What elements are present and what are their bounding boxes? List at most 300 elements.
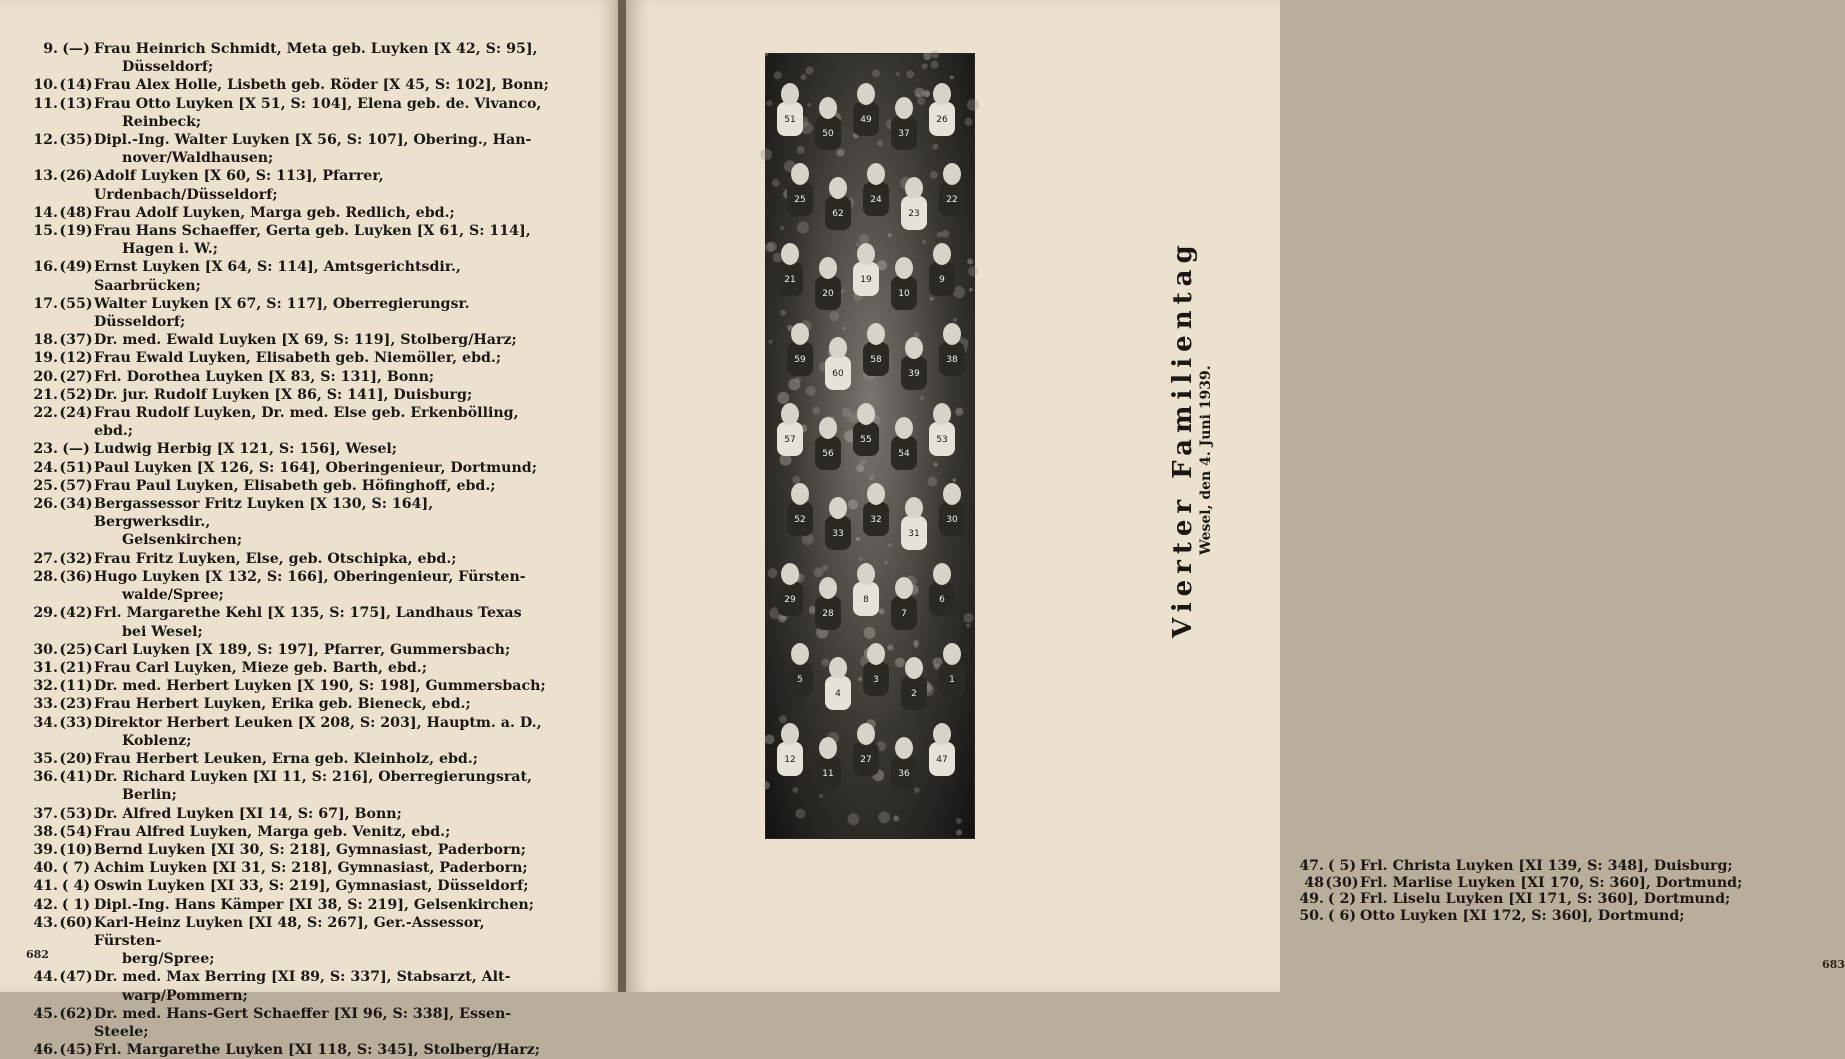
- register-entry: [20, 495, 550, 550]
- entry-photo-ref: (11): [59, 678, 93, 695]
- entry-text: Ludwig Herbig [X 121, S: 156], Wesel;: [94, 441, 397, 458]
- photo-person: [939, 163, 965, 216]
- entry-number: 13.: [33, 168, 58, 185]
- photo-person: [815, 97, 841, 150]
- entry-text: Carl Luyken [X 189, S: 197], Pfarrer, Gummersbach;: [94, 641, 511, 658]
- entry-number: 25.: [33, 477, 58, 494]
- person-face: [829, 657, 847, 679]
- register-entry: [20, 222, 550, 258]
- entry-text: Hugo Luyken [X 132, S: 166], Oberingenieur, Fürsten-: [94, 568, 526, 585]
- photo-person: [815, 257, 841, 310]
- photo-person: [825, 177, 851, 230]
- person-face: [791, 643, 809, 665]
- person-number-label: 50: [822, 129, 834, 139]
- entry-text: Dr. med. Herbert Luyken [X 190, S: 198], Gummersbach;: [94, 678, 546, 695]
- entry-number: 12.: [33, 132, 58, 149]
- photo-person: [929, 723, 955, 776]
- entry-text-wrap: [94, 204, 550, 222]
- entry-text-wrap: [94, 550, 550, 568]
- entry-text: Frau Adolf Luyken, Marga geb. Redlich, ebd.;: [94, 204, 455, 221]
- entry-text-wrap: [94, 695, 550, 713]
- foliage-speck: [806, 67, 814, 75]
- page-number-right: 683: [1822, 958, 1845, 971]
- entry-text-wrap: [94, 805, 550, 823]
- foliage-speck: [813, 567, 823, 577]
- entry-number: 15.: [33, 223, 58, 240]
- entry-number: 18.: [33, 332, 58, 349]
- entry-text: Oswin Luyken [XI 33, S: 219], Gymnasiast, Düsseldorf;: [94, 878, 529, 895]
- foliage-speck: [968, 266, 978, 276]
- person-number-label: 37: [898, 129, 910, 139]
- foliage-speck: [797, 221, 809, 233]
- entry-text-wrap: [94, 768, 550, 804]
- foliage-speck: [953, 318, 957, 322]
- foliage-speck: [930, 297, 934, 301]
- foliage-speck: [856, 242, 860, 246]
- photo-person: [929, 243, 955, 296]
- register-entry: [20, 368, 550, 386]
- person-face: [829, 177, 847, 199]
- foliage-speck: [772, 179, 780, 187]
- entry-text: Frau Paul Luyken, Elisabeth geb. Höfinghoff, ebd.;: [94, 477, 496, 494]
- person-number-label: 60: [832, 369, 844, 379]
- entry-number: 39.: [33, 841, 58, 858]
- entry-text-wrap: [94, 859, 550, 877]
- entry-number: 33.: [33, 696, 58, 713]
- register-entry: [20, 604, 550, 640]
- entry-text: Bernd Luyken [XI 30, S: 218], Gymnasiast, Paderborn;: [94, 841, 527, 858]
- entry-text: Dipl.-Ing. Hans Kämper [XI 38, S: 219], Gelsenkirchen;: [94, 896, 534, 913]
- photo-person: [901, 337, 927, 390]
- register-entry: [20, 1041, 550, 1059]
- person-number-label: 1: [949, 675, 955, 685]
- register-entry: [20, 914, 550, 969]
- entry-text: Frau Hans Schaeffer, Gerta geb. Luyken [X 61, S: 114],: [94, 223, 531, 240]
- foliage-speck: [922, 240, 926, 244]
- foliage-speck: [879, 609, 885, 615]
- foliage-speck: [819, 794, 823, 798]
- foliage-speck: [906, 70, 914, 78]
- entry-continuation: berg/Spree;: [122, 951, 215, 968]
- person-number-label: 11: [822, 769, 834, 779]
- person-face: [791, 323, 809, 345]
- register-entry: [20, 859, 550, 877]
- photo-person: [815, 577, 841, 630]
- entry-text-wrap: [94, 823, 550, 841]
- person-number-label: 31: [908, 529, 920, 539]
- entry-photo-ref: (60): [59, 914, 93, 931]
- entry-text-wrap: [94, 258, 550, 294]
- photo-person: [787, 323, 813, 376]
- person-face: [867, 323, 885, 345]
- foliage-speck: [760, 149, 772, 161]
- person-number-label: 22: [946, 195, 958, 205]
- person-number-label: 4: [835, 689, 841, 699]
- person-number-label: 56: [822, 449, 834, 459]
- entry-number: 48: [1304, 874, 1324, 891]
- foliage-speck: [923, 52, 931, 60]
- foliage-speck: [774, 71, 782, 79]
- person-face: [867, 163, 885, 185]
- right-entry-list: [1286, 858, 1806, 924]
- entry-photo-ref: (27): [59, 368, 93, 385]
- entry-number: 10.: [33, 77, 58, 94]
- photo-caption-subtitle: Wesel, den 4. Juni 1939.: [1198, 365, 1214, 555]
- entry-text: Frau Carl Luyken, Mieze geb. Barth, ebd.;: [94, 659, 427, 676]
- entry-text: Frau Otto Luyken [X 51, S: 104], Elena geb. de. Vivanco,: [94, 95, 542, 112]
- person-face: [933, 723, 951, 745]
- register-entry: [20, 76, 550, 94]
- entry-photo-ref: ( 1): [61, 896, 91, 913]
- foliage-speck: [836, 149, 844, 157]
- person-face: [819, 97, 837, 119]
- entry-photo-ref: (36): [59, 568, 93, 585]
- foliage-speck: [795, 808, 805, 818]
- entry-text-wrap: [94, 368, 550, 386]
- photo-caption-title: Vierter Familientag: [1168, 239, 1198, 638]
- foliage-speck: [930, 171, 938, 179]
- person-number-label: 58: [870, 355, 882, 365]
- register-entry: [20, 258, 550, 294]
- photo-person: [853, 403, 879, 456]
- entry-photo-ref: (25): [59, 641, 93, 658]
- entry-number: 43.: [33, 914, 58, 931]
- entry-number: 16.: [33, 259, 58, 276]
- foliage-speck: [856, 537, 860, 541]
- foliage-speck: [922, 63, 928, 69]
- person-face: [905, 497, 923, 519]
- foliage-speck: [887, 644, 893, 650]
- entry-continuation: Berlin;: [122, 787, 177, 804]
- entry-text-wrap: [1360, 858, 1806, 875]
- entry-photo-ref: (47): [59, 969, 93, 986]
- entry-text-wrap: [94, 604, 550, 640]
- entry-photo-ref: (51): [59, 459, 93, 476]
- entry-number: 41.: [33, 878, 58, 895]
- entry-text: Ernst Luyken [X 64, S: 114], Amtsgerichtsdir., Saarbrücken;: [94, 259, 461, 294]
- person-number-label: 54: [898, 449, 910, 459]
- person-number-label: 23: [908, 209, 920, 219]
- entry-text-wrap: [94, 459, 550, 477]
- entry-text: Dr. jur. Rudolf Luyken [X 86, S: 141], Duisburg;: [94, 386, 473, 403]
- foliage-speck: [792, 787, 798, 793]
- foliage-speck: [769, 340, 773, 344]
- person-face: [867, 643, 885, 665]
- foliage-speck: [969, 288, 973, 292]
- person-number-label: 29: [784, 595, 796, 605]
- entry-photo-ref: (41): [59, 769, 93, 786]
- register-entry: [20, 877, 550, 895]
- foliage-speck: [884, 561, 888, 565]
- person-face: [895, 417, 913, 439]
- person-face: [857, 563, 875, 585]
- entry-text: Karl-Heinz Luyken [XI 48, S: 267], Ger.-Assessor, Fürsten-: [94, 914, 485, 949]
- left-entry-list: [20, 40, 550, 1059]
- register-entry: [20, 568, 550, 604]
- person-number-label: 57: [784, 435, 796, 445]
- entry-number: 11.: [33, 95, 58, 112]
- entry-text: Frl. Margarethe Kehl [X 135, S: 175], Landhaus Texas: [94, 605, 522, 622]
- photo-person: [815, 417, 841, 470]
- foliage-speck: [860, 459, 866, 465]
- entry-text-wrap: [94, 714, 550, 750]
- photo-person: [863, 483, 889, 536]
- entry-text: Otto Luyken [XI 172, S: 360], Dortmund;: [1360, 907, 1685, 924]
- register-entry: [20, 823, 550, 841]
- entry-text-wrap: [94, 440, 550, 458]
- photo-person: [777, 723, 803, 776]
- photo-person: [777, 403, 803, 456]
- person-face: [829, 497, 847, 519]
- register-entry: [20, 404, 550, 440]
- entry-photo-ref: (54): [59, 823, 93, 840]
- register-entry: [1286, 891, 1806, 908]
- person-number-label: 52: [794, 515, 806, 525]
- register-entry: [20, 677, 550, 695]
- register-entry: [1286, 858, 1806, 875]
- left-page: [0, 0, 620, 1059]
- person-face: [895, 257, 913, 279]
- photo-person: [891, 257, 917, 310]
- register-entry: [20, 714, 550, 750]
- entry-number: 23.: [33, 441, 58, 458]
- photo-person: [939, 483, 965, 536]
- entry-text: Frl. Liselu Luyken [XI 171, S: 360], Dortmund;: [1360, 891, 1731, 908]
- person-face: [781, 83, 799, 105]
- foliage-speck: [941, 230, 949, 238]
- foliage-speck: [932, 144, 938, 150]
- foliage-speck: [931, 61, 939, 69]
- person-number-label: 21: [784, 275, 796, 285]
- entry-text-wrap: [94, 76, 550, 94]
- person-number-label: 9: [939, 275, 945, 285]
- register-entry: [20, 95, 550, 131]
- foliage-speck: [766, 100, 772, 106]
- entry-photo-ref: (—): [62, 441, 90, 458]
- foliage-speck: [762, 781, 770, 789]
- entry-photo-ref: (23): [59, 696, 93, 713]
- entry-number: 36.: [33, 769, 58, 786]
- register-entry: [20, 896, 550, 914]
- entry-text-wrap: [94, 331, 550, 349]
- person-face: [933, 83, 951, 105]
- person-number-label: 6: [939, 595, 945, 605]
- person-face: [819, 257, 837, 279]
- entry-text: Frl. Dorothea Luyken [X 83, S: 131], Bonn;: [94, 368, 435, 385]
- entry-continuation: walde/Spree;: [122, 587, 224, 604]
- foliage-speck: [856, 464, 864, 472]
- entry-text-wrap: [94, 404, 550, 440]
- photo-person: [853, 83, 879, 136]
- photo-person: [787, 643, 813, 696]
- foliage-speck: [952, 478, 956, 482]
- foliage-speck: [780, 310, 786, 316]
- person-number-label: 8: [863, 595, 869, 605]
- person-face: [933, 403, 951, 425]
- photo-person: [939, 323, 965, 376]
- foliage-speck: [792, 476, 800, 484]
- entry-continuation: nover/Waldhausen;: [122, 150, 274, 167]
- foliage-speck: [872, 69, 880, 77]
- foliage-speck: [955, 408, 963, 416]
- entry-number: 9.: [43, 41, 58, 57]
- person-number-label: 53: [936, 435, 948, 445]
- entry-text: Paul Luyken [X 126, S: 164], Oberingenieur, Dortmund;: [94, 459, 537, 476]
- person-number-label: 38: [946, 355, 958, 365]
- entry-number: 46.: [33, 1042, 58, 1059]
- register-entry: [20, 1005, 550, 1041]
- register-entry: [20, 331, 550, 349]
- register-entry: [20, 695, 550, 713]
- person-number-label: 10: [898, 289, 910, 299]
- entry-number: 17.: [33, 295, 58, 312]
- entry-text: Dr. Richard Luyken [XI 11, S: 216], Oberregierungsrat,: [94, 769, 532, 786]
- entry-number: 32.: [33, 678, 58, 695]
- entry-photo-ref: (52): [59, 386, 93, 403]
- entry-photo-ref: (12): [59, 350, 93, 367]
- foliage-speck: [780, 226, 784, 230]
- person-number-label: 7: [901, 609, 907, 619]
- entry-text-wrap: [94, 1041, 550, 1059]
- photo-person: [863, 163, 889, 216]
- entry-text-wrap: [1360, 908, 1806, 925]
- entry-number: 22.: [33, 405, 58, 422]
- person-number-label: 12: [784, 755, 796, 765]
- entry-text-wrap: [1360, 891, 1806, 908]
- entry-text-wrap: [1360, 875, 1806, 892]
- register-entry: [20, 841, 550, 859]
- entry-number: 31.: [33, 659, 58, 676]
- entry-photo-ref: (48): [59, 204, 93, 221]
- foliage-speck: [914, 787, 920, 793]
- entry-text-wrap: [94, 641, 550, 659]
- entry-continuation: Gelsenkirchen;: [122, 532, 243, 549]
- register-entry: [20, 768, 550, 804]
- entry-number: 30.: [33, 641, 58, 658]
- foliage-speck: [895, 657, 905, 667]
- person-number-label: 62: [832, 209, 844, 219]
- person-face: [829, 337, 847, 359]
- person-face: [895, 577, 913, 599]
- entry-photo-ref: ( 2): [1327, 891, 1357, 908]
- person-face: [857, 723, 875, 745]
- person-face: [781, 723, 799, 745]
- entry-number: 37.: [33, 805, 58, 822]
- foliage-speck: [764, 734, 774, 744]
- entry-number: 49.: [1299, 891, 1324, 908]
- entry-photo-ref: (30): [1325, 874, 1359, 891]
- register-entry: [20, 968, 550, 1004]
- entry-continuation: bei Wesel;: [122, 623, 203, 640]
- foliage-speck: [967, 258, 973, 264]
- foliage-speck: [768, 568, 778, 578]
- foliage-speck: [956, 818, 962, 824]
- foliage-speck: [956, 830, 962, 836]
- entry-number: 42.: [33, 896, 58, 913]
- foliage-speck: [795, 376, 801, 382]
- register-entry: [1286, 875, 1806, 892]
- entry-text: Frau Alfred Luyken, Marga geb. Venitz, ebd.;: [94, 823, 451, 840]
- person-number-label: 24: [870, 195, 882, 205]
- photo-person: [825, 337, 851, 390]
- foliage-speck: [847, 813, 859, 825]
- entry-photo-ref: (10): [59, 841, 93, 858]
- foliage-speck: [777, 392, 789, 404]
- entry-number: 27.: [33, 550, 58, 567]
- person-face: [905, 337, 923, 359]
- entry-number: 44.: [33, 969, 58, 986]
- foliage-speck: [927, 477, 937, 487]
- person-face: [819, 737, 837, 759]
- entry-text-wrap: [94, 495, 550, 550]
- person-number-label: 59: [794, 355, 806, 365]
- person-number-label: 32: [870, 515, 882, 525]
- entry-text: Frl. Christa Luyken [XI 139, S: 348], Duisburg;: [1360, 858, 1733, 874]
- person-number-label: 27: [860, 755, 872, 765]
- entry-text-wrap: [94, 167, 550, 203]
- register-entry: [20, 131, 550, 167]
- photo-person: [901, 657, 927, 710]
- entry-number: 35.: [33, 750, 58, 767]
- entry-photo-ref: (62): [59, 1005, 93, 1022]
- foliage-speck: [965, 118, 973, 126]
- photo-person: [777, 243, 803, 296]
- foliage-speck: [864, 627, 876, 639]
- entry-text-wrap: [94, 477, 550, 495]
- person-number-label: 5: [797, 675, 803, 685]
- photo-person: [853, 243, 879, 296]
- register-entry: [1286, 908, 1806, 925]
- person-face: [857, 83, 875, 105]
- entry-number: 21.: [33, 386, 58, 403]
- foliage-speck: [950, 75, 954, 79]
- entry-text-wrap: [94, 896, 550, 914]
- photo-person: [891, 417, 917, 470]
- entry-text-wrap: [94, 40, 550, 76]
- foliage-speck: [807, 103, 811, 107]
- entry-text: Dipl.-Ing. Walter Luyken [X 56, S: 107], Obering., Han-: [94, 132, 532, 149]
- entry-photo-ref: (20): [59, 750, 93, 767]
- entry-photo-ref: ( 6): [1327, 907, 1357, 924]
- person-number-label: 19: [860, 275, 872, 285]
- foliage-speck: [806, 386, 816, 396]
- foliage-speck: [859, 557, 863, 561]
- register-entry: [20, 459, 550, 477]
- entry-text-wrap: [94, 349, 550, 367]
- person-number-label: 49: [860, 115, 872, 125]
- register-entry: [20, 641, 550, 659]
- entry-photo-ref: ( 5): [1327, 858, 1357, 874]
- entry-number: 19.: [33, 350, 58, 367]
- entry-number: 24.: [33, 459, 58, 476]
- foliage-speck: [931, 50, 939, 58]
- entry-photo-ref: (14): [59, 77, 93, 94]
- register-entry: [20, 477, 550, 495]
- entry-photo-ref: (42): [59, 605, 93, 622]
- entry-text: Dr. med. Max Berring [XI 89, S: 337], Stabsarzt, Alt-: [94, 969, 511, 986]
- entry-text-wrap: [94, 386, 550, 404]
- entry-number: 40.: [33, 860, 58, 877]
- photo-person: [939, 643, 965, 696]
- foliage-speck: [966, 624, 970, 628]
- entry-photo-ref: (37): [59, 332, 93, 349]
- entry-number: 14.: [33, 204, 58, 221]
- photo-person: [929, 563, 955, 616]
- foliage-speck: [859, 234, 869, 244]
- foliage-speck: [821, 659, 829, 667]
- entry-text: Achim Luyken [XI 31, S: 218], Gymnasiast, Paderborn;: [94, 860, 528, 877]
- entry-number: 34.: [33, 714, 58, 731]
